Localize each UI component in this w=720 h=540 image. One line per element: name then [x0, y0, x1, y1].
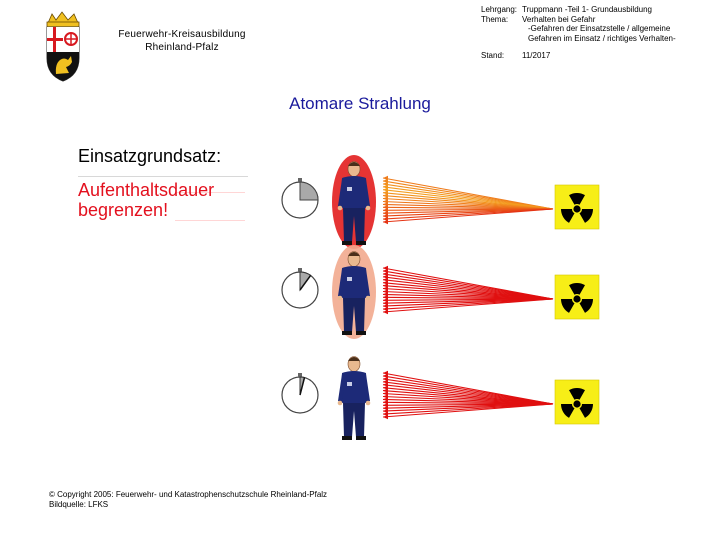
torso	[341, 371, 367, 403]
stopwatch-icon	[282, 178, 318, 218]
left-boot	[342, 331, 352, 335]
meta-key: Thema:	[481, 14, 509, 24]
radiation-trefoil-icon	[555, 185, 599, 229]
exposure-row	[282, 155, 599, 249]
radiation-trefoil-icon	[555, 275, 599, 319]
meta-key: Lehrgang:	[481, 5, 518, 14]
torso	[341, 176, 367, 208]
right-hand	[366, 401, 371, 406]
trefoil-center	[573, 295, 580, 302]
left-boot	[342, 436, 352, 440]
slide-title: Atomare Strahlung	[289, 94, 431, 113]
warning-text: Aufenthaltsdauer begrenzen!	[78, 180, 215, 220]
exposure-row	[282, 245, 599, 339]
left-hand	[338, 206, 343, 211]
exposure-row	[282, 357, 599, 441]
stopwatch-crown	[298, 373, 302, 377]
stopwatch-icon	[282, 373, 318, 413]
badge	[347, 187, 352, 191]
image-source-text: Bildquelle: LFKS	[49, 500, 109, 509]
stopwatch-crown	[298, 268, 302, 272]
ray-arrowhead	[383, 310, 388, 315]
elapsed-sector	[300, 182, 318, 200]
torso	[341, 266, 367, 298]
meta-value: Verhalten bei Gefahr	[522, 14, 596, 24]
trefoil-center	[573, 205, 580, 212]
stopwatch-icon	[282, 268, 318, 308]
meta-key: Stand:	[481, 51, 505, 60]
right-hand	[366, 206, 371, 211]
meta-value: 11/2017	[522, 51, 551, 60]
meta-value: -Gefahren der Einsatzstelle / allgemeine	[528, 24, 671, 33]
legs	[343, 403, 365, 437]
left-hand	[338, 296, 343, 301]
slide-subtitle: Einsatzgrundsatz:	[78, 146, 222, 166]
org-line-2: Rheinland-Pfalz	[145, 42, 219, 53]
org-line-1: Feuerwehr-Kreisausbildung	[118, 29, 246, 40]
badge	[347, 382, 352, 386]
ray-arrowhead	[383, 415, 388, 420]
badge	[347, 277, 352, 281]
right-boot	[356, 436, 366, 440]
left-hand	[338, 401, 343, 406]
left-boot	[342, 241, 352, 245]
firefighter-figure	[338, 357, 371, 441]
hair	[348, 357, 360, 361]
right-boot	[356, 331, 366, 335]
meta-value: Truppmann -Teil 1- Grundausbildung	[522, 5, 652, 14]
trefoil-center	[573, 400, 580, 407]
coat-of-arms-icon	[47, 12, 79, 81]
ray-arrowhead	[383, 220, 388, 225]
meta-value: Gefahren im Einsatz / richtiges Verhalten-	[528, 33, 676, 43]
copyright-text: © Copyright 2005: Feuerwehr- und Katastrophenschutzschule Rheinland-Pfalz	[49, 490, 328, 499]
stopwatch-crown	[298, 178, 302, 182]
right-boot	[356, 241, 366, 245]
radiation-trefoil-icon	[555, 380, 599, 424]
right-hand	[366, 296, 371, 301]
